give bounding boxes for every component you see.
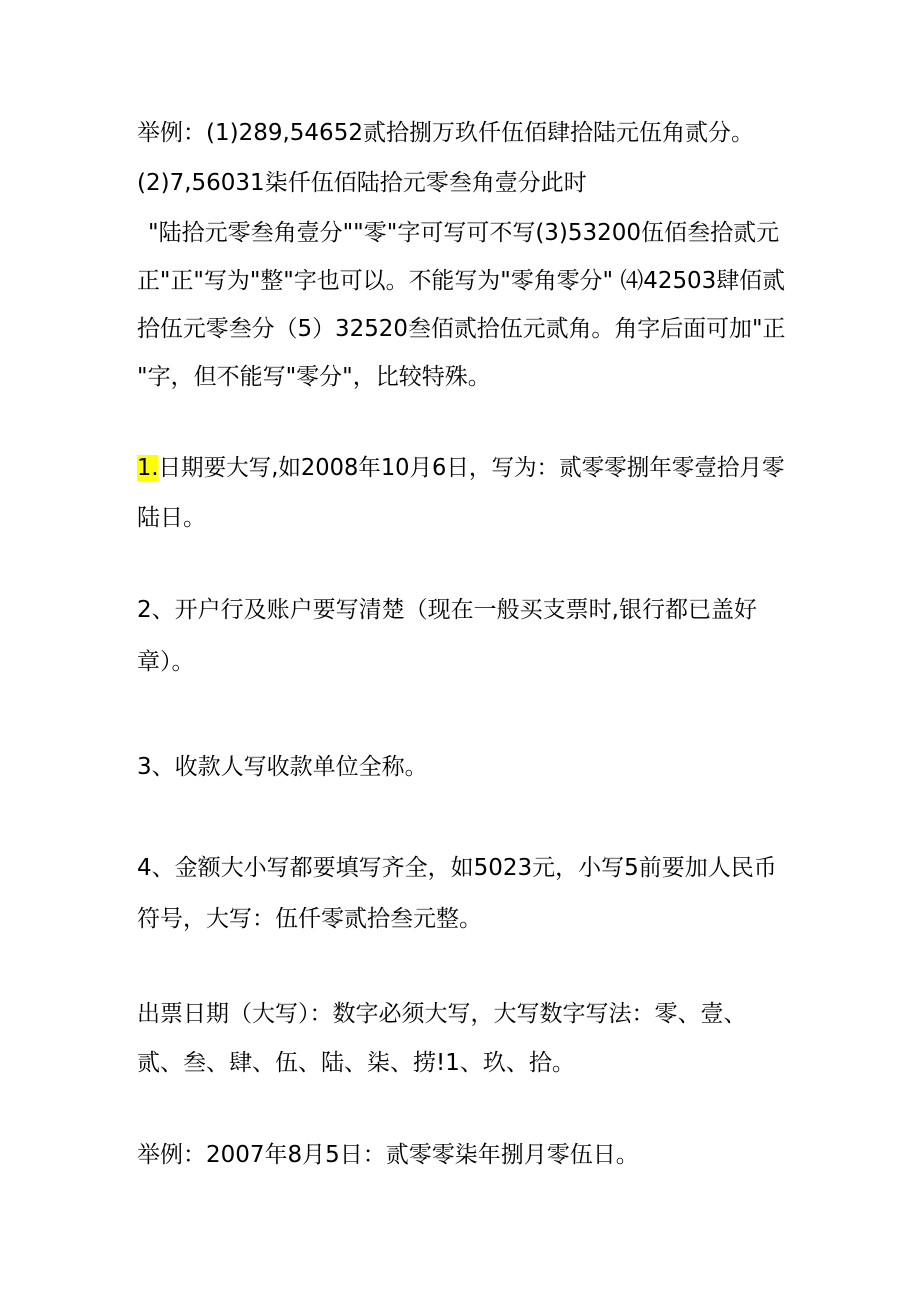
- item-1-line-1: [137, 453, 784, 483]
- item-1-text: 日期要大写,如2008年10月6日，写为：贰零零捌年零壹拾月零: [158, 455, 785, 481]
- item-1-line-2: 陆日。: [137, 505, 206, 531]
- date-example-line: 举例：2007年8月5日：贰零零柒年捌月零伍日。: [137, 1142, 639, 1168]
- date-rule-line-2: 贰、叁、肆、伍、陆、柒、捞!1、玖、拾。: [137, 1050, 575, 1076]
- item-1-number-highlight: 1.: [137, 455, 159, 481]
- example-line-5: 拾伍元零叁分（5）32520叁佰贰拾伍元贰角。角字后面可加"正: [137, 316, 786, 342]
- item-3-line-1: 3、收款人写收款单位全称。: [137, 754, 428, 780]
- item-4-line-1: 4、金额大小写都要填写齐全，如5023元，小写5前要加人民币: [137, 855, 777, 881]
- item-2-line-2: 章）。: [137, 649, 195, 675]
- example-line-6: "字，但不能写"零分"，比较特殊。: [137, 364, 491, 390]
- item-4-line-2: 符号，大写：伍仟零贰拾叁元整。: [137, 906, 482, 932]
- example-line-1: 举例：(1)289,54652贰拾捌万玖仟伍佰肆拾陆元伍角贰分。: [137, 120, 754, 146]
- example-line-3: "陆拾元零叁角壹分""零"字可写可不写(3)53200伍佰叁拾贰元: [148, 220, 780, 246]
- example-line-4: 正"正"写为"整"字也可以。不能写为"零角零分" ⑷42503肆佰贰: [137, 268, 786, 294]
- example-line-2: (2)7,56031柒仟伍佰陆拾元零叁角壹分此时: [137, 170, 587, 196]
- item-2-line-1: 2、开户行及账户要写清楚（现在一般买支票时,银行都已盖好: [137, 597, 757, 623]
- date-rule-line-1: 出票日期（大写）：数字必须大写，大写数字写法：零、壹、: [137, 1001, 747, 1027]
